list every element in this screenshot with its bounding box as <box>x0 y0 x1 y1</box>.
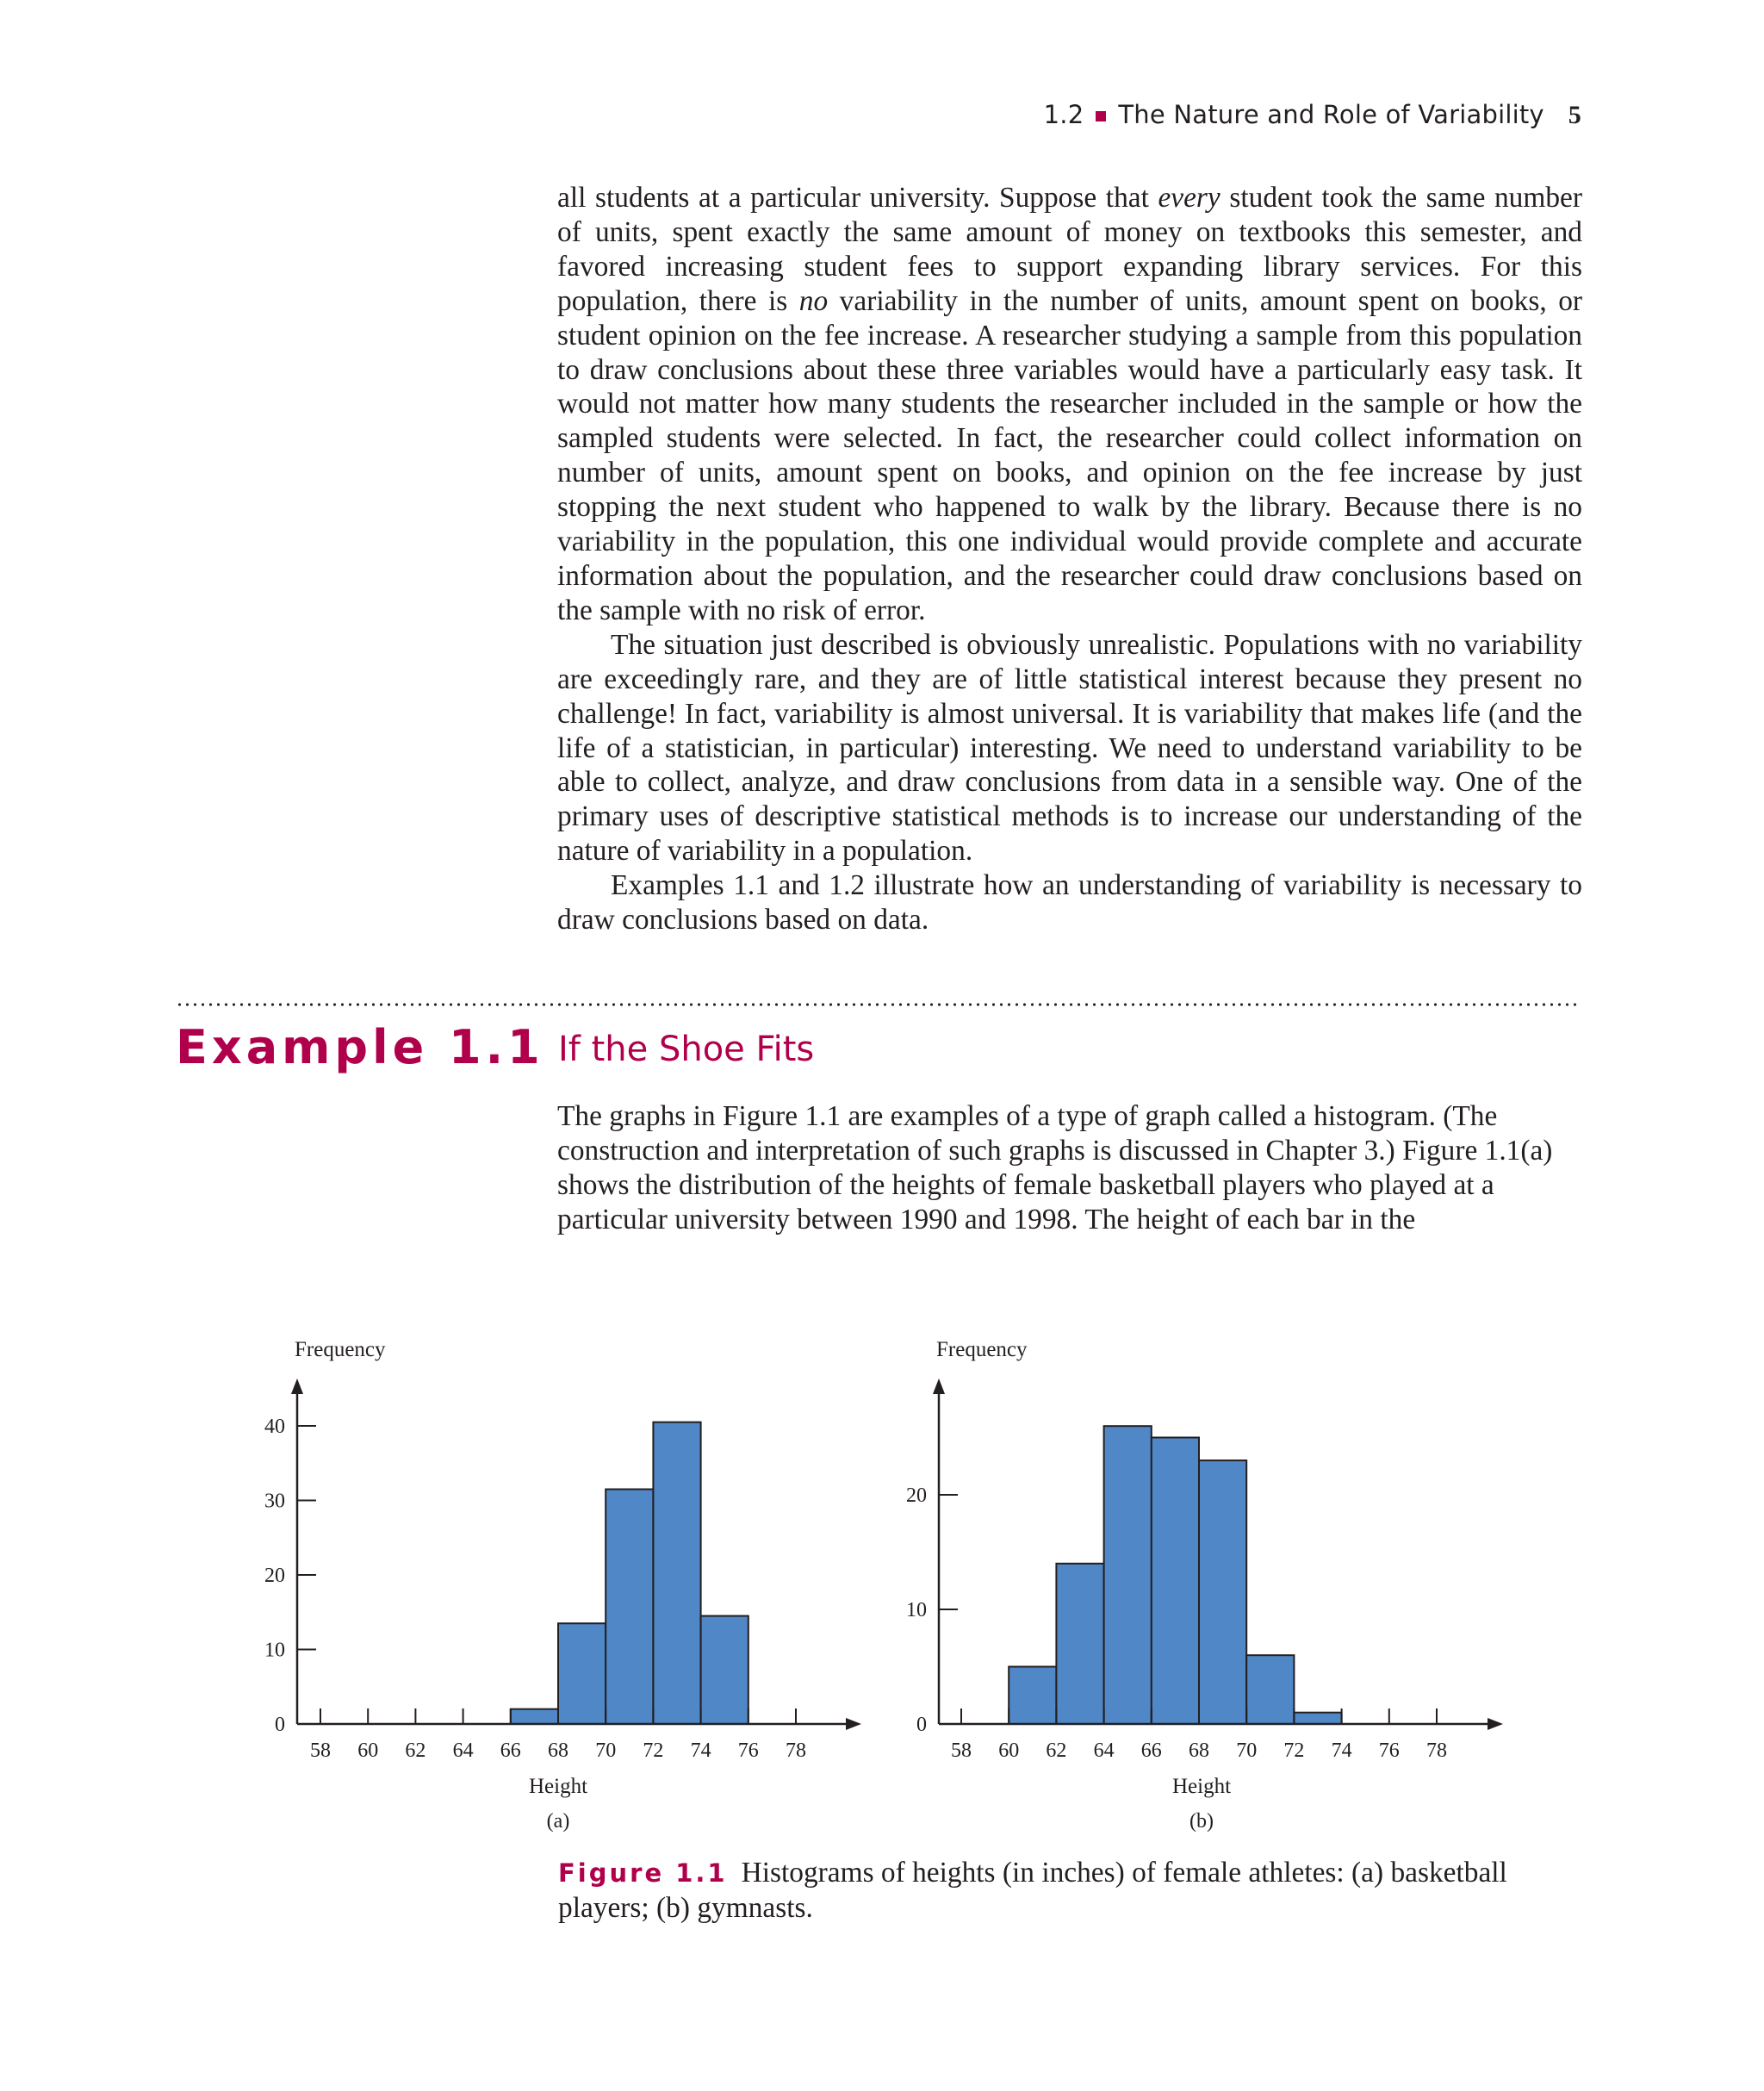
panel-b-x-tick-label: 74 <box>1331 1739 1352 1762</box>
paragraph-1-part-a: all students at a particular university. Suppose that <box>557 182 1158 214</box>
panel-a-y-tick-label: 0 <box>275 1714 285 1736</box>
panel-b-histogram-bar <box>1199 1460 1246 1724</box>
panel-a-y-tick-label: 30 <box>264 1490 285 1513</box>
panel-b-x-axis-arrow-icon <box>1488 1718 1503 1730</box>
example-paragraph: The graphs in Figure 1.1 are examples of a type of graph called a histogram. (The construction and interpretation of such graphs is discussed in Chapter 3.) Figure 1.1(a) shows the distribution of the heights of female basketball players who played at a particular university between 1990 and 1998. The height of each bar in the <box>557 1100 1553 1235</box>
figure-caption <box>558 1856 1540 1926</box>
panel-a-y-axis-label: Frequency <box>295 1338 386 1361</box>
panel-b-y-tick-label: 10 <box>906 1599 927 1621</box>
panel-a-x-tick-label: 72 <box>643 1739 664 1762</box>
panel-a-x-axis-arrow-icon <box>846 1718 861 1730</box>
panel-a-x-tick-label: 60 <box>357 1739 379 1762</box>
panel-a-histogram-bar <box>511 1709 558 1724</box>
section-number: 1.2 <box>1043 100 1084 129</box>
panel-b-panel-label: (b) <box>1189 1810 1214 1833</box>
panel-a-x-tick-label: 78 <box>786 1739 806 1762</box>
panel-a-x-tick-label: 62 <box>405 1739 426 1762</box>
emphasis-every: every <box>1158 182 1221 214</box>
panel-b-y-tick-label: 0 <box>916 1714 927 1736</box>
panel-b-x-tick-label: 62 <box>1046 1739 1067 1762</box>
panel-b-x-tick-label: 72 <box>1283 1739 1305 1762</box>
panel-b-x-tick-label: 66 <box>1140 1739 1162 1762</box>
figure-caption-text: Histograms of heights (in inches) of female athletes: (a) basketball players; (b) gymnasts. <box>558 1857 1507 1924</box>
panel-a-x-tick-label: 58 <box>310 1739 331 1762</box>
panel-a-histogram-bar <box>606 1490 653 1724</box>
panel-b-x-tick-label: 60 <box>998 1739 1020 1762</box>
panel-a-histogram-bar <box>558 1623 606 1724</box>
panel-b-y-tick-label: 20 <box>906 1484 927 1507</box>
emphasis-no: no <box>798 284 829 317</box>
panel-a-y-tick-label: 10 <box>264 1639 285 1662</box>
panel-b-histogram-bar <box>1294 1713 1341 1724</box>
panel-b-histogram-bar <box>1009 1667 1056 1725</box>
paragraph-2: The situation just described is obviously unrealistic. Populations with no variability are exceedingly rare, and they are of little statistical interest because they present no challenge! In fact, variability is almost universal. It is variability that makes life (and the life of a statistician, in particular) interesting. We need to understand variability to be able to collect, analyze, and draw conclusions from data in a sensible way. One of the primary uses of descriptive statistical methods is to increase our understanding of the nature of variability in a population. <box>557 628 1582 868</box>
panel-a-x-tick-label: 76 <box>737 1739 759 1762</box>
panel-a-x-tick-label: 70 <box>595 1739 617 1762</box>
panel-a-panel-label: (a) <box>546 1810 570 1833</box>
panel-a-x-tick-label: 74 <box>690 1739 711 1762</box>
panel-a-x-tick-label: 66 <box>500 1739 521 1762</box>
panel-b-x-tick-label: 58 <box>951 1739 972 1762</box>
page-number: 5 <box>1568 101 1581 129</box>
panel-b-histogram-bar <box>1104 1426 1152 1724</box>
panel-b-histogram-bar <box>1056 1564 1103 1724</box>
paragraph-3: Examples 1.1 and 1.2 illustrate how an understanding of variability is necessary to draw conclusions based on data. <box>557 869 1582 937</box>
panel-b-y-axis-arrow-icon <box>933 1378 945 1394</box>
panel-a-y-axis-arrow-icon <box>291 1378 303 1394</box>
panel-b-x-tick-label: 76 <box>1378 1739 1400 1762</box>
panel-b-histogram-bar <box>1152 1438 1199 1725</box>
panel-a-x-axis-label: Height <box>528 1775 588 1798</box>
panel-b-x-tick-label: 78 <box>1426 1739 1447 1762</box>
panel-b-y-axis-label: Frequency <box>936 1338 1028 1361</box>
panel-b-x-tick-label: 64 <box>1093 1739 1115 1762</box>
panel-a-x-tick-label: 64 <box>452 1739 474 1762</box>
panel-b-x-tick-label: 68 <box>1189 1739 1209 1762</box>
panel-b-x-axis-label: Height <box>1171 1775 1232 1798</box>
section-title: The Nature and Role of Variability <box>1118 100 1544 129</box>
panel-a-x-tick-label: 68 <box>548 1739 568 1762</box>
panel-b-histogram-bar <box>1246 1655 1294 1724</box>
panel-a-y-tick-label: 40 <box>264 1416 285 1438</box>
example-label: Example 1.1 <box>176 1020 544 1074</box>
panel-b-x-tick-label: 70 <box>1236 1739 1258 1762</box>
panel-a-histogram-bar <box>701 1616 748 1724</box>
panel-a-histogram-bar <box>653 1422 700 1724</box>
panel-a-y-tick-label: 20 <box>264 1565 285 1587</box>
paragraph-1-part-c: student took the same number of units, spent exactly the same amount of money on textbooks this semester, and favored increasing student fees to support expanding library services. For this population, there is <box>557 182 1582 317</box>
figure-label: Figure 1.1 <box>558 1858 728 1888</box>
paragraph-1-part-e: variability in the number of units, amount spent on books, or student opinion on the fee increase. A researcher studying a sample from this population to draw conclusions about these three variables would have a particularly easy task. It would not matter how many students the researcher included in the sample or how the sampled students were selected. In fact, the researcher could collect information on number of units, amount spent on books, and opinion on the fee increase by just stopping the next student who happened to walk by the library. Because there is no variability in the population, this one individual would provide complete and accurate information about the population, and the researcher could draw conclusions based on the sample with no risk of error. <box>557 284 1583 626</box>
example-title: If the Shoe Fits <box>558 1030 815 1069</box>
